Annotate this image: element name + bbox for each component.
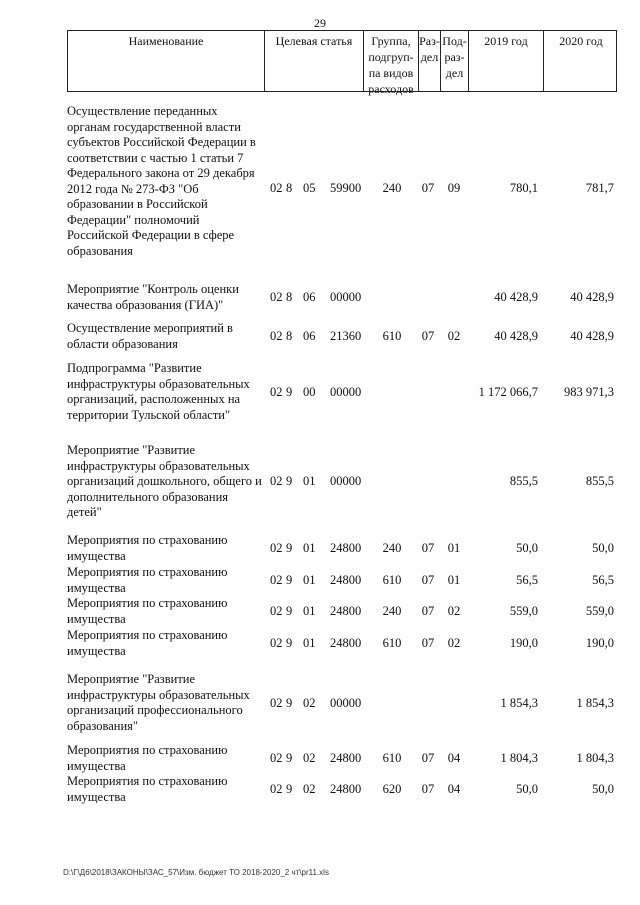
- value-2019: 1 172 066,7: [478, 385, 538, 399]
- value-2019: 56,5: [516, 573, 538, 587]
- header-group-line: подгруп-: [368, 50, 414, 64]
- target-activity: 01: [303, 573, 316, 587]
- target-subprogram: 9: [286, 385, 293, 399]
- header-2019: 2019 год: [468, 31, 543, 91]
- value-2019: 50,0: [516, 782, 538, 796]
- value-2020: 50,0: [592, 541, 614, 555]
- value-2019: 40 428,9: [494, 290, 538, 304]
- header-razdel: [418, 31, 440, 91]
- expense-group: 240: [382, 604, 402, 618]
- target-subprogram: 9: [286, 751, 293, 765]
- value-2020: 56,5: [592, 573, 614, 587]
- value-2020: 781,7: [585, 181, 614, 195]
- target-activity: 06: [303, 290, 316, 304]
- target-program: 02: [270, 474, 283, 488]
- row-name: Осуществление мероприятий в области образования: [67, 321, 233, 351]
- row-name: Мероприятия по страхованию имущества: [67, 596, 228, 626]
- target-program: 02: [270, 385, 283, 399]
- target-program: 02: [270, 573, 283, 587]
- value-2020: 559,0: [585, 604, 614, 618]
- target-subprogram: 9: [286, 573, 293, 587]
- expense-group: 620: [382, 782, 402, 796]
- target-activity: 02: [303, 751, 316, 765]
- razdel: 07: [421, 541, 435, 555]
- razdel: 07: [421, 329, 435, 343]
- target-activity: 06: [303, 329, 316, 343]
- target-activity: 02: [303, 782, 316, 796]
- expense-group: 610: [382, 573, 402, 587]
- target-direction: 00000: [330, 385, 362, 399]
- target-direction: 00000: [330, 696, 362, 710]
- row-name: Мероприятия по страхованию имущества: [67, 565, 228, 595]
- target-subprogram: 9: [286, 604, 293, 618]
- header-group-line: па видов: [368, 66, 414, 80]
- row-name: Мероприятие "Развитие инфраструктуры образовательных организаций дошкольного, общего и дополнительного образования детей": [67, 443, 262, 519]
- value-2019: 559,0: [509, 604, 538, 618]
- target-subprogram: 9: [286, 636, 293, 650]
- expense-group: 610: [382, 329, 402, 343]
- target-program: 02: [270, 604, 283, 618]
- value-2019: 855,5: [509, 474, 538, 488]
- page-number: 29: [314, 16, 326, 30]
- target-program: 02: [270, 782, 283, 796]
- header-podrazdel-line: раз-: [444, 50, 465, 64]
- row-name: Мероприятия по страхованию имущества: [67, 743, 228, 773]
- target-subprogram: 9: [286, 541, 293, 555]
- podrazdel: 02: [447, 636, 461, 650]
- file-path-footer: D:\Г\Д6\2018\ЗАКОНЫ\ЗАС_57\Изм. бюджет ТО 2018-2020_2 чт\pr11.xls: [63, 868, 329, 877]
- expense-group: 610: [382, 751, 402, 765]
- target-activity: 00: [303, 385, 316, 399]
- value-2019: 190,0: [509, 636, 538, 650]
- podrazdel: 04: [447, 751, 461, 765]
- value-2019: 1 804,3: [500, 751, 538, 765]
- razdel: 07: [421, 751, 435, 765]
- target-program: 02: [270, 636, 283, 650]
- target-direction: 00000: [330, 290, 362, 304]
- podrazdel: 02: [447, 329, 461, 343]
- row-name: Мероприятия по страхованию имущества: [67, 533, 228, 563]
- target-direction: 00000: [330, 474, 362, 488]
- header-razdel-line: дел: [420, 50, 439, 64]
- target-subprogram: 8: [286, 329, 293, 343]
- target-direction: 24800: [330, 751, 362, 765]
- header-name: Наименование: [128, 34, 204, 48]
- header-group-line: расходов: [368, 82, 414, 96]
- value-2020: 1 854,3: [576, 696, 614, 710]
- header-podrazdel-line: Под-: [442, 34, 467, 48]
- podrazdel: 09: [447, 181, 461, 195]
- header-podrazdel-line: дел: [445, 66, 464, 80]
- row-name: Подпрограмма "Развитие инфраструктуры образовательных организаций, расположенных на территории Тульской области": [67, 361, 250, 422]
- podrazdel: 01: [447, 573, 461, 587]
- value-2019: 780,1: [509, 181, 538, 195]
- target-direction: 21360: [330, 329, 362, 343]
- razdel: 07: [421, 636, 435, 650]
- target-program: 02: [270, 541, 283, 555]
- target-program: 02: [270, 290, 283, 304]
- target-activity: 02: [303, 696, 316, 710]
- podrazdel: 01: [447, 541, 461, 555]
- header-group-line: Группа,: [371, 34, 411, 48]
- razdel: 07: [421, 573, 435, 587]
- target-activity: 01: [303, 474, 316, 488]
- value-2020: 190,0: [585, 636, 614, 650]
- target-direction: 24800: [330, 541, 362, 555]
- header-podrazdel: [440, 31, 468, 91]
- target-subprogram: 9: [286, 696, 293, 710]
- row-name: Мероприятия по страхованию имущества: [67, 774, 228, 804]
- header-group: [363, 31, 418, 96]
- value-2020: 1 804,3: [576, 751, 614, 765]
- value-2020: 40 428,9: [570, 329, 614, 343]
- row-name: Осуществление переданных органам государственной власти субъектов Российской Федерации в соответствии с частью 1 статьи 7 Федерального закона от 29 декабря 2012 года № 273-ФЗ "Об образовании в Российской Федерации" полномочий Российской Федерации в сфере образования: [67, 104, 256, 258]
- target-activity: 01: [303, 604, 316, 618]
- target-subprogram: 8: [286, 290, 293, 304]
- header-target: Целевая статья: [264, 31, 363, 91]
- target-direction: 24800: [330, 636, 362, 650]
- table-header: [67, 30, 617, 96]
- value-2019: 40 428,9: [494, 329, 538, 343]
- target-activity: 01: [303, 541, 316, 555]
- value-2020: 855,5: [585, 474, 614, 488]
- target-program: 02: [270, 751, 283, 765]
- target-direction: 24800: [330, 782, 362, 796]
- header-razdel-line: Раз-: [419, 34, 440, 48]
- razdel: 07: [421, 181, 435, 195]
- target-direction: 59900: [330, 181, 362, 195]
- target-program: 02: [270, 329, 283, 343]
- row-name: Мероприятие "Контроль оценки качества образования (ГИА)": [67, 282, 239, 312]
- podrazdel: 04: [447, 782, 461, 796]
- podrazdel: 02: [447, 604, 461, 618]
- row-name: Мероприятия по страхованию имущества: [67, 628, 228, 658]
- target-program: 02: [270, 696, 283, 710]
- target-direction: 24800: [330, 604, 362, 618]
- header-2020: 2020 год: [543, 31, 618, 91]
- target-subprogram: 9: [286, 782, 293, 796]
- value-2019: 1 854,3: [500, 696, 538, 710]
- value-2019: 50,0: [516, 541, 538, 555]
- value-2020: 50,0: [592, 782, 614, 796]
- value-2020: 40 428,9: [570, 290, 614, 304]
- target-direction: 24800: [330, 573, 362, 587]
- razdel: 07: [421, 782, 435, 796]
- razdel: 07: [421, 604, 435, 618]
- target-activity: 05: [303, 181, 316, 195]
- value-2020: 983 971,3: [564, 385, 614, 399]
- target-program: 02: [270, 181, 283, 195]
- row-name: Мероприятие "Развитие инфраструктуры образовательных организаций профессионального образования": [67, 672, 250, 733]
- target-subprogram: 8: [286, 181, 293, 195]
- target-activity: 01: [303, 636, 316, 650]
- target-subprogram: 9: [286, 474, 293, 488]
- expense-group: 610: [382, 636, 402, 650]
- expense-group: 240: [382, 541, 402, 555]
- expense-group: 240: [382, 181, 402, 195]
